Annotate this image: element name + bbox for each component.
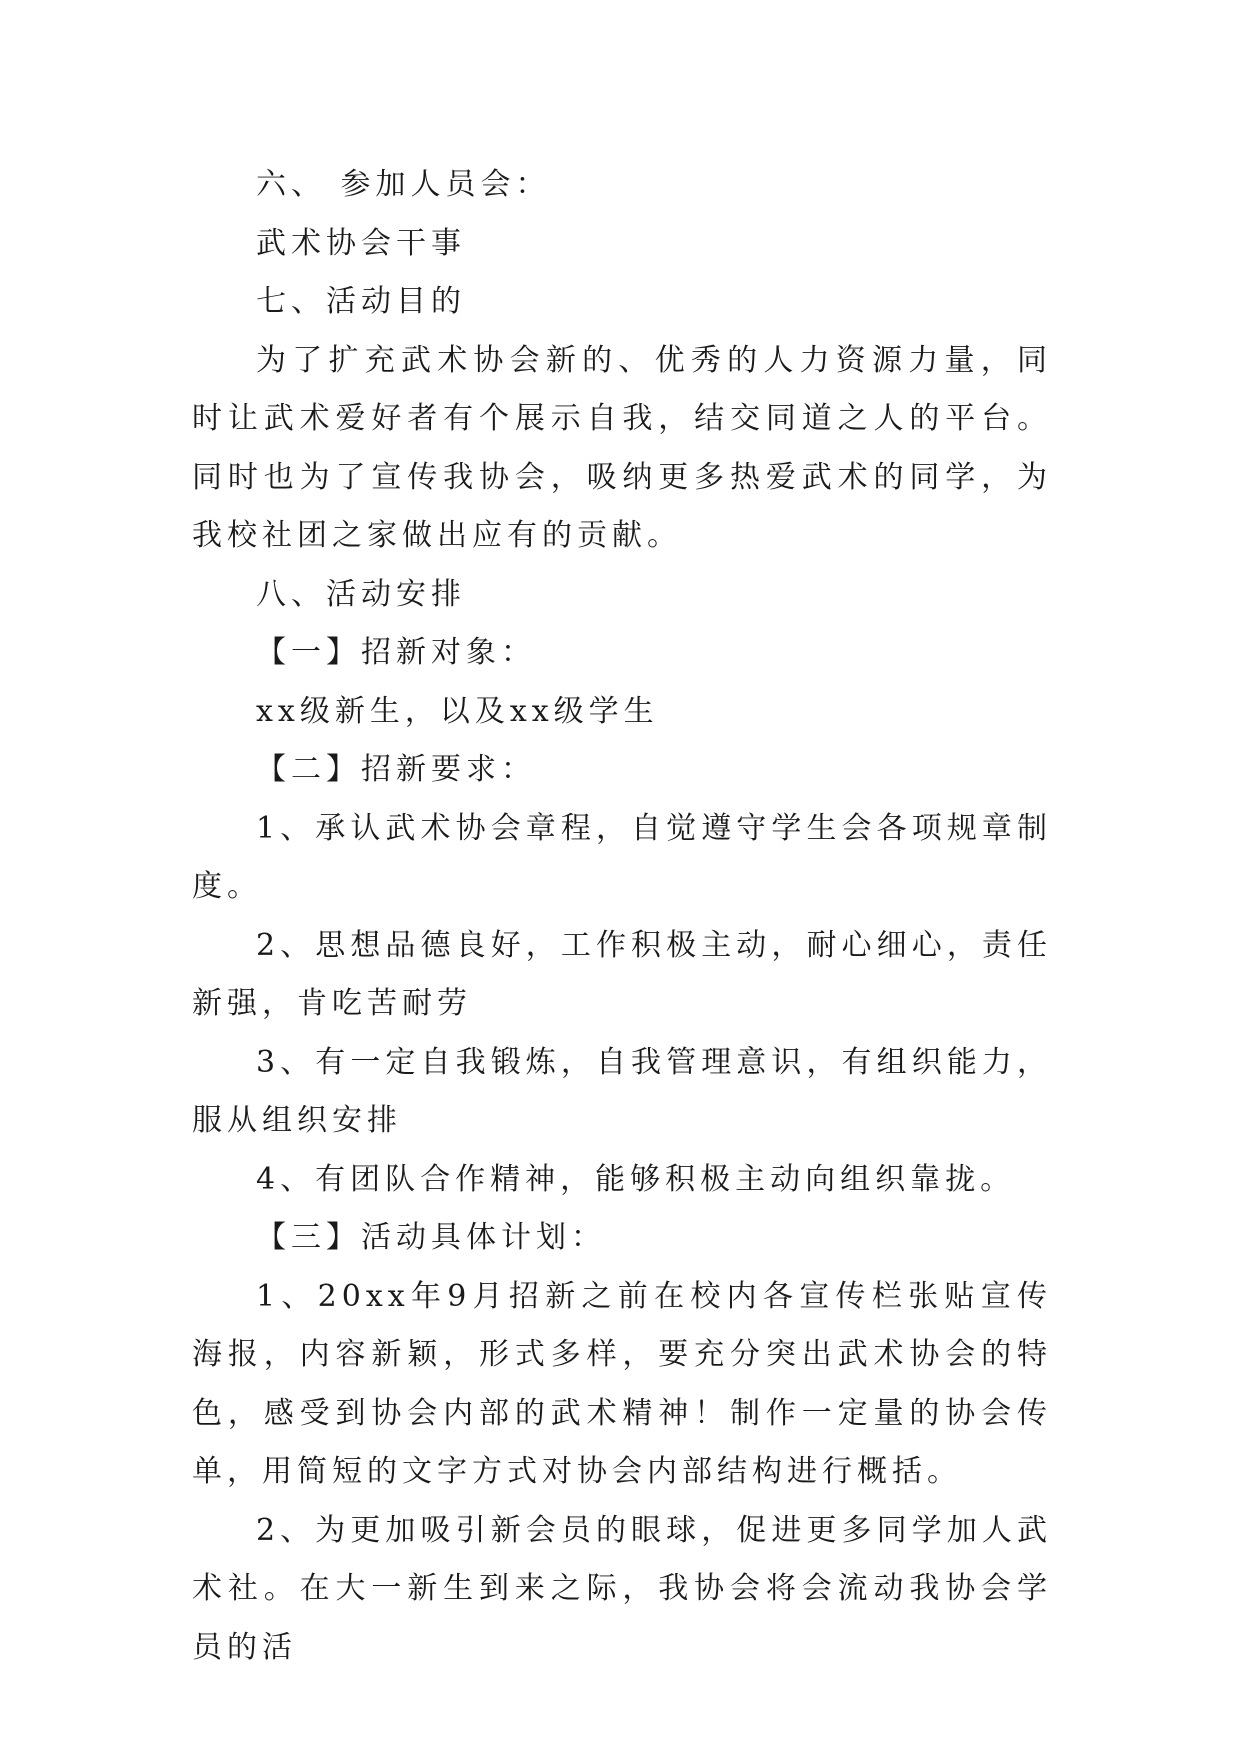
paragraph-recruit-target-heading: 【一】招新对象： — [256, 635, 536, 670]
paragraph-section-8-heading: 八、活动安排 — [256, 576, 466, 612]
document-body — [192, 156, 1052, 1677]
paragraph-section-6-heading: 六、 参加人员会： — [256, 167, 551, 202]
paragraph-plan-heading: 【三】活动具体计划： — [256, 1220, 606, 1255]
paragraph-requirement-4: 4、有团队合作精神，能够积极主动向组织靠拢。 — [256, 1161, 1016, 1197]
paragraph-participants: 武术协会干事 — [256, 225, 466, 261]
paragraph-requirement-3: 3、有一定自我锻炼，自我管理意识，有组织能力，服从组织安排 — [192, 1044, 1052, 1138]
paragraph-recruit-target: xx级新生，以及xx级学生 — [256, 693, 659, 729]
paragraph-plan-2: 2、为更加吸引新会员的眼球，促进更多同学加人武术社。在大一新生到来之际，我协会将会流动我协会学员的活 — [192, 1512, 1052, 1665]
paragraph-section-7-heading: 七、活动目的 — [256, 284, 466, 319]
paragraph-recruit-requirements-heading: 【二】招新要求： — [256, 752, 536, 787]
paragraph-requirement-1: 1、承认武术协会章程，自觉遵守学生会各项规章制度。 — [192, 810, 1052, 904]
paragraph-plan-1: 1、20xx年9月招新之前在校内各宣传栏张贴宣传海报，内容新颖，形式多样，要充分突出武术协会的特色，感受到协会内部的武术精神！制作一定量的协会传单，用简短的文字方式对协会内部结构进行概括。 — [192, 1278, 1052, 1489]
paragraph-purpose: 为了扩充武术协会新的、优秀的人力资源力量，同时让武术爱好者有个展示自我，结交同道之人的平台。同时也为了宣传我协会，吸纳更多热爱武术的同学，为我校社团之家做出应有的贡献。 — [192, 342, 1052, 553]
paragraph-requirement-2: 2、思想品德良好，工作积极主动，耐心细心，责任新强，肯吃苦耐劳 — [192, 927, 1052, 1021]
